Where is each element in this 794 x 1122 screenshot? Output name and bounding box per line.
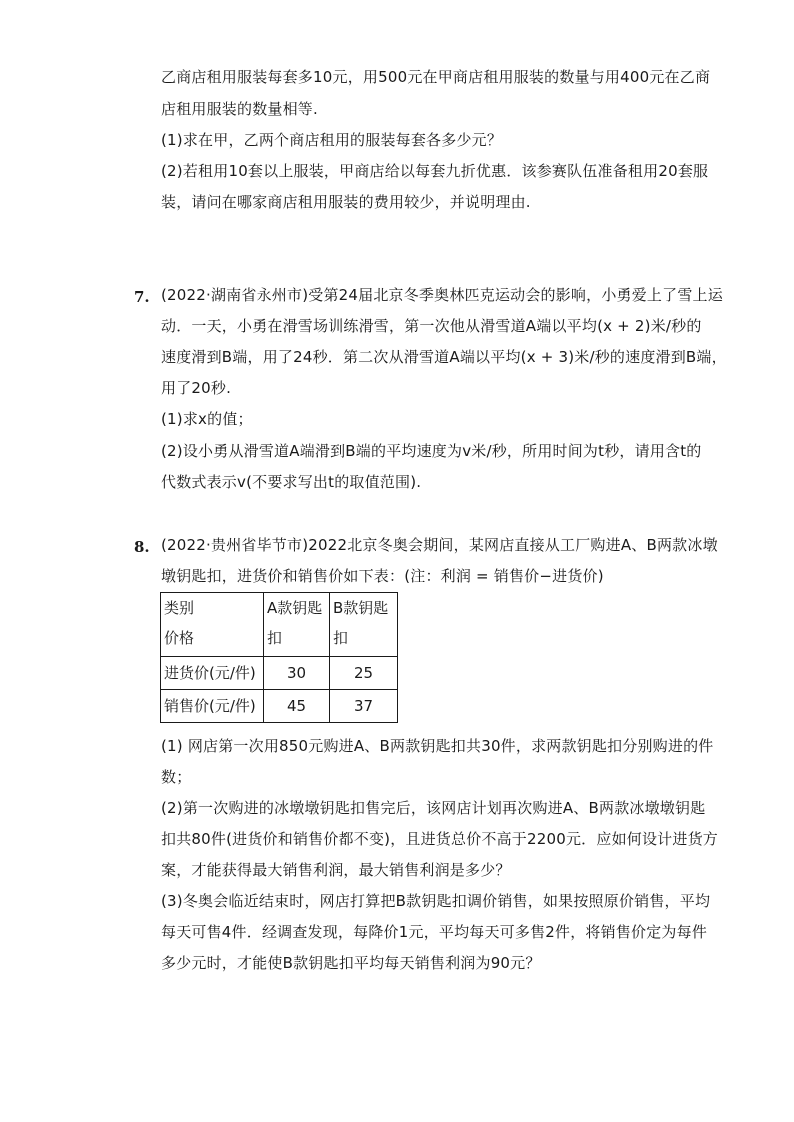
text-line: 数；	[161, 768, 192, 786]
table-header-cell	[161, 593, 264, 657]
text-line: 装，请问在哪家商店租用服装的费用较少，并说明理由.	[161, 193, 531, 211]
table-header-row	[161, 593, 398, 657]
text-line: 每天可售4件．经调查发现，每降价1元，平均每天可多售2件，将销售价定为每件	[161, 923, 708, 941]
header-text: 扣	[333, 629, 349, 647]
text-line: (2)第一次购进的冰墩墩钥匙扣售完后，该网店计划再次购进A、B两款冰墩墩钥匙	[161, 799, 706, 817]
text-line: 动．一天，小勇在滑雪场训练滑雪，第一次他从滑雪道A端以平均(x + 2)米/秒的	[161, 317, 702, 335]
table-cell: 37	[330, 690, 398, 723]
header-text: 扣	[267, 629, 283, 647]
text-line: 速度滑到B端，用了24秒．第二次从滑雪道A端以平均(x + 3)米/秒的速度滑到B端，	[161, 348, 727, 366]
text-line: 扣共80件(进货价和销售价都不变)，且进货总价不高于2200元．应如何设计进货方	[161, 830, 718, 848]
table-header-cell	[264, 593, 330, 657]
header-text: B款钥匙	[333, 599, 389, 617]
table-header-cell	[330, 593, 398, 657]
question-number: 8.	[134, 538, 150, 556]
text-line: (3)冬奥会临近结束时，网店打算把B款钥匙扣调价销售，如果按照原价销售，平均	[161, 892, 711, 910]
table-row	[161, 657, 398, 690]
text-line: 用了20秒.	[161, 379, 232, 397]
row-label: 销售价(元/件)	[161, 690, 264, 723]
text-line: 案，才能获得最大销售利润，最大销售利润是多少？	[161, 861, 511, 879]
text-line: 店租用服装的数量相等.	[161, 100, 318, 118]
text-line: (2)设小勇从滑雪道A端滑到B端的平均速度为v米/秒，所用时间为t秒，请用含t的	[161, 442, 702, 460]
text-line: (2)若租用10套以上服装，甲商店给以每套九折优惠．该参赛队伍准备租用20套服	[161, 162, 709, 180]
text-line: (1) 网店第一次用850元购进A、B两款钥匙扣共30件，求两款钥匙扣分别购进的件	[161, 737, 714, 755]
price-table	[160, 592, 398, 723]
table-cell: 45	[264, 690, 330, 723]
text-line: 多少元时，才能使B款钥匙扣平均每天销售利润为90元？	[161, 954, 541, 972]
question-number: 7.	[134, 288, 150, 306]
header-text: 类别	[164, 599, 195, 617]
row-label: 进货价(元/件)	[161, 657, 264, 690]
table-cell: 30	[264, 657, 330, 690]
text-line: 墩钥匙扣，进货价和销售价如下表：(注：利润 = 销售价−进货价)	[161, 567, 604, 585]
text-line: (2022·贵州省毕节市)2022北京冬奥会期间，某网店直接从工厂购进A、B两款冰墩	[161, 536, 718, 554]
text-line: 代数式表示v(不要求写出t的取值范围).	[161, 473, 422, 491]
table-row	[161, 690, 398, 723]
text-line: 乙商店租用服装每套多10元，用500元在甲商店租用服装的数量与用400元在乙商	[161, 68, 711, 86]
text-line: (1)求在甲，乙两个商店租用的服装每套各多少元？	[161, 131, 503, 149]
text-line: (2022·湖南省永州市)受第24届北京冬季奥林匹克运动会的影响，小勇爱上了雪上运	[161, 286, 723, 304]
header-text: A款钥匙	[267, 599, 323, 617]
text-line: (1)求x的值；	[161, 410, 253, 428]
header-text: 价格	[164, 629, 195, 647]
table-cell: 25	[330, 657, 398, 690]
